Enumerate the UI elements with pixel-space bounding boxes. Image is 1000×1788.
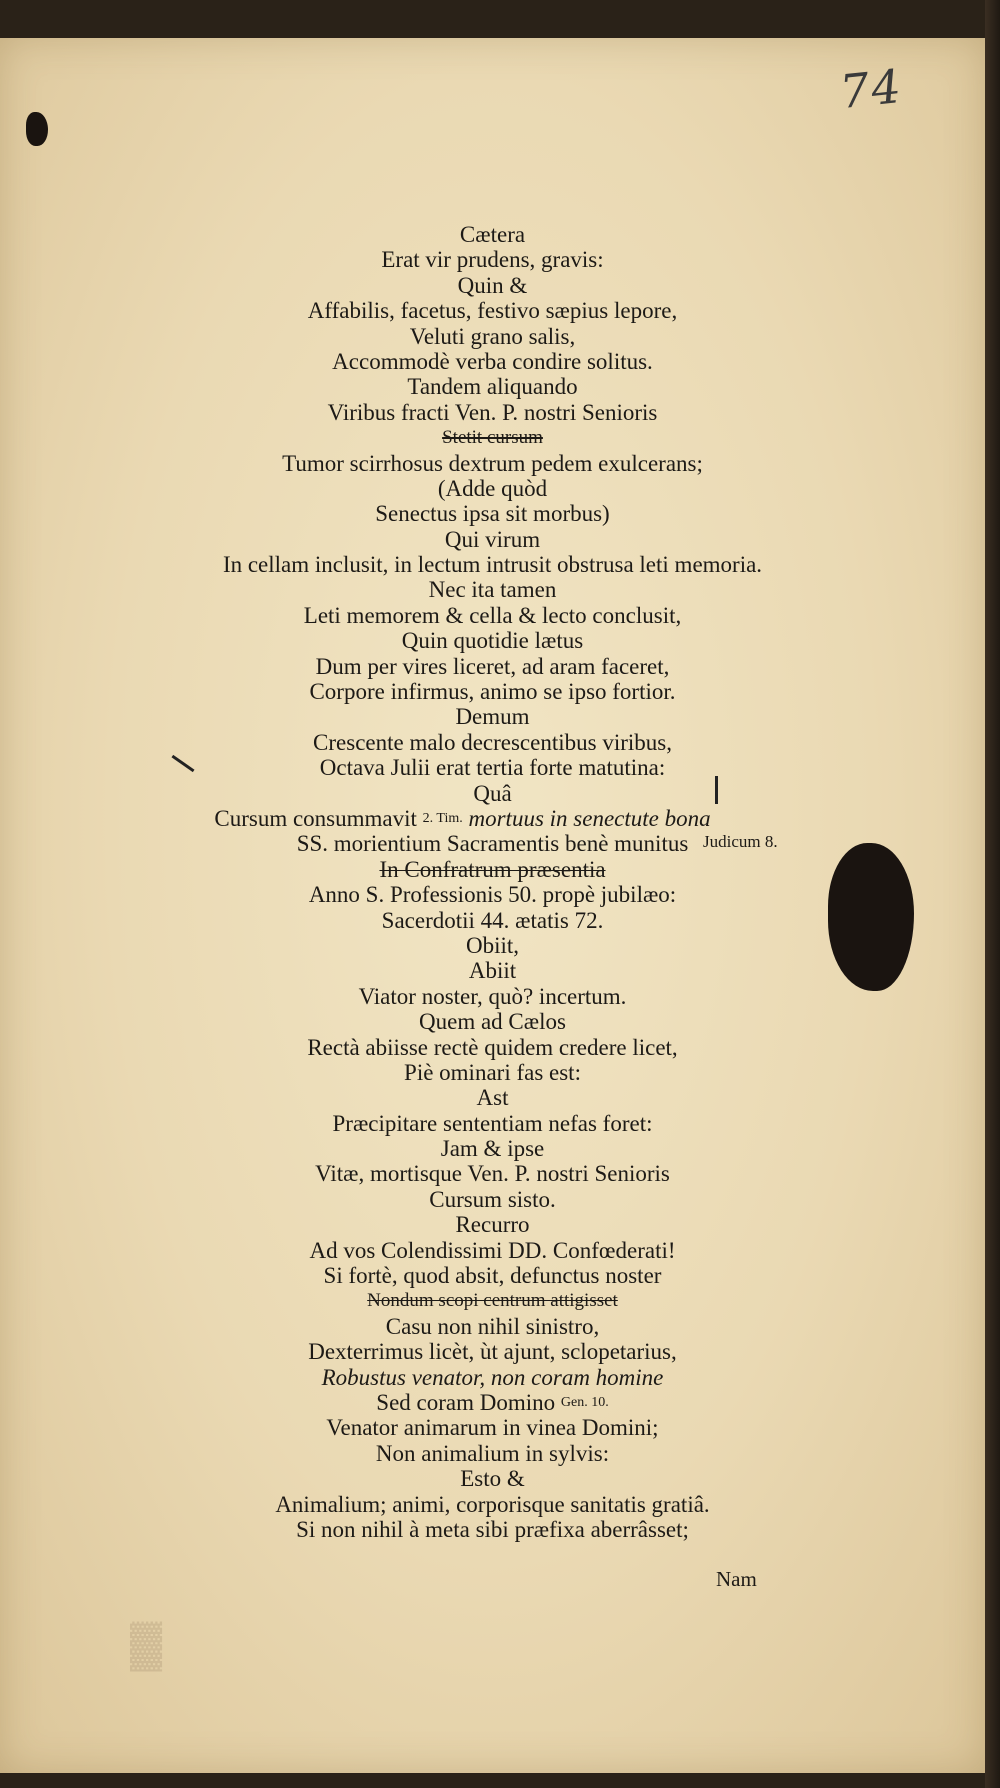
bleed-through-text: ▓ bbox=[130, 1619, 163, 1668]
text-line-struck: Nondum scopi centrum attigisset bbox=[367, 1290, 618, 1312]
text-line: Quin & bbox=[457, 272, 528, 298]
text-line: SS. morientium Sacramentis benè munitus bbox=[296, 831, 689, 857]
text-line: Anno S. Professionis 50. propè jubilæo: bbox=[308, 882, 677, 908]
text-line: Ast bbox=[476, 1085, 509, 1111]
cursum-quote: mortuus in senectute bona bbox=[468, 805, 711, 831]
text-line: Ad vos Colendissimi DD. Confœderati! bbox=[309, 1237, 676, 1263]
text-line: Senectus ipsa sit morbus) bbox=[375, 501, 610, 527]
text-line: (Adde quòd bbox=[437, 475, 548, 501]
text-line: Rectà abiisse rectè quidem credere licet, bbox=[307, 1034, 678, 1060]
text-line: Esto & bbox=[460, 1466, 525, 1492]
text-line: Affabilis, facetus, festivo sæpius lepore, bbox=[307, 298, 678, 324]
text-line: Quin quotidie lætus bbox=[401, 628, 584, 654]
text-line: Quâ bbox=[473, 780, 512, 806]
text-line: Viator noster, quò? incertum. bbox=[358, 983, 627, 1009]
text-line: Si fortè, quod absit, defunctus noster bbox=[323, 1263, 662, 1289]
text-line: Tumor scirrhosus dextrum pedem exulcerans; bbox=[282, 450, 703, 476]
text-line: Recurro bbox=[455, 1212, 530, 1238]
text-line: Viribus fracti Ven. P. nostri Senioris bbox=[327, 399, 658, 425]
text-line-coram bbox=[0, 1390, 985, 1415]
text-line: Dexterrimus licèt, ùt ajunt, sclopetarius, bbox=[308, 1339, 677, 1365]
text-line: Piè ominari fas est: bbox=[404, 1059, 581, 1085]
catchword: Nam bbox=[716, 1567, 757, 1591]
text-line: Corpore infirmus, animo se ipso fortior. bbox=[309, 679, 676, 705]
page-edge-shadow bbox=[985, 0, 1000, 1788]
text-line: Cursum sisto. bbox=[429, 1186, 556, 1212]
text-line: Præcipitare sententiam nefas foret: bbox=[332, 1110, 653, 1136]
text-line: Octava Julii erat tertia forte matutina: bbox=[319, 755, 666, 781]
text-line: Casu non nihil sinistro, bbox=[385, 1313, 600, 1339]
coram-main: Sed coram Domino bbox=[376, 1389, 556, 1415]
text-line-struck: Stetit cursum bbox=[442, 427, 543, 449]
text-line: In cellam inclusit, in lectum intrusit obstrusa leti memoria. bbox=[222, 552, 763, 578]
text-line: Jam & ipse bbox=[440, 1136, 545, 1162]
text-line: Cætera bbox=[459, 222, 526, 247]
text-line: Robustus venator, non coram homine bbox=[321, 1364, 664, 1390]
text-line: Non animalium in sylvis: bbox=[375, 1440, 610, 1466]
text-line: Quem ad Cælos bbox=[419, 1009, 566, 1035]
text-line: Nec ita tamen bbox=[428, 577, 557, 603]
text-line: Crescente malo decrescentibus viribus, bbox=[313, 729, 672, 755]
text-block bbox=[0, 222, 985, 1542]
text-line: Tandem aliquando bbox=[407, 374, 578, 400]
cursum-main: Cursum consummavit bbox=[214, 805, 417, 831]
text-line: Accommodè verba condire solitus. bbox=[332, 348, 653, 374]
text-line: Erat vir prudens, gravis: bbox=[381, 247, 604, 273]
text-line: Venator animarum in vinea Domini; bbox=[326, 1415, 659, 1441]
coram-reference: Gen. 10. bbox=[560, 1394, 609, 1410]
text-line: Demum bbox=[455, 704, 530, 730]
cursum-reference: 2. Tim. bbox=[422, 810, 463, 826]
paper-hole-left bbox=[26, 112, 48, 146]
text-line: Si non nihil à meta sibi præfixa aberrâsset; bbox=[296, 1516, 689, 1542]
text-line: Veluti grano salis, bbox=[409, 323, 576, 349]
text-line: Dum per vires liceret, ad aram faceret, bbox=[315, 653, 670, 679]
text-line: Abiit bbox=[468, 958, 517, 984]
text-line: Animalium; animi, corporisque sanitatis gratiâ. bbox=[275, 1491, 710, 1517]
page-number: 74 bbox=[837, 58, 906, 120]
text-line-cursum bbox=[0, 806, 985, 831]
text-line: Vitæ, mortisque Ven. P. nostri Senioris bbox=[315, 1161, 670, 1187]
text-line: Leti memorem & cella & lecto conclusit, bbox=[303, 602, 682, 628]
text-line: Qui virum bbox=[444, 526, 541, 552]
side-reference-judicum: Judicum 8. bbox=[703, 832, 778, 851]
text-line: Obiit, bbox=[465, 932, 520, 958]
text-line: Sacerdotii 44. ætatis 72. bbox=[381, 907, 604, 933]
text-line-struck: In Confratrum præsentia bbox=[379, 856, 606, 882]
